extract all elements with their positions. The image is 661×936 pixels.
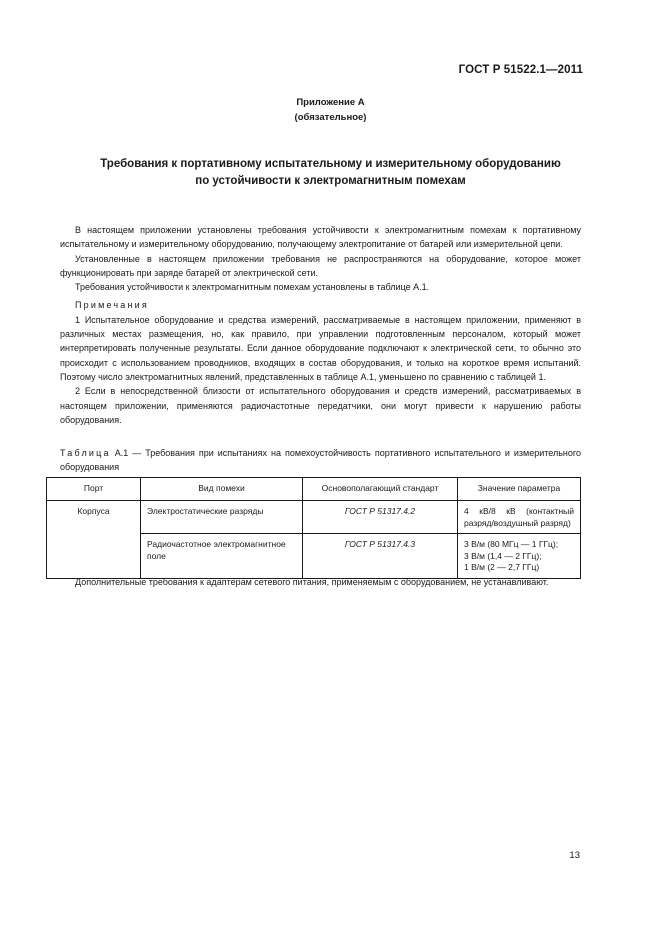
standard-cell: ГОСТ Р 51317.4.3 [303, 534, 458, 579]
footer-paragraph: Дополнительные требования к адаптерам сетевого питания, применяемым с оборудованием, не устанавливают. [75, 577, 549, 587]
paragraph: В настоящем приложении установлены требования устойчивости к электромагнитным помехам к портативному испытательному и измерительному оборудованию, получающему электропитание от батарей или измерительной цепи. [60, 225, 581, 250]
port-cell: Корпуса [47, 501, 141, 579]
annex-title: Приложение А [296, 97, 365, 108]
parameter-value-line: 1 В/м (2 — 2,7 ГГц) [464, 562, 540, 572]
requirements-table [46, 477, 581, 579]
annex-heading [0, 95, 661, 125]
parameter-value-line: 4 кВ/8 кВ (контактный разряд/воздушный разряд) [464, 506, 574, 528]
page-number: 13 [569, 850, 580, 861]
header-parameter-value: Значение параметра [458, 478, 581, 501]
table-caption-text: А.1 — Требования при испытаниях на помехоустойчивость портативного испытательного и измерительного оборудования [60, 448, 581, 472]
document-title-line-1: Требования к портативному испытательному и измерительному оборудованию [100, 158, 561, 170]
note-item: 1 Испытательное оборудование и средства измерений, рассматриваемые в настоящем приложении, применяют в различных местах размещения, но, как правило, при управлении подготовленным персоналом, который может интерпретировать полученные результаты. Если данное оборудование подключают к электрической сети, то обычно это происходит с использованием проводников, входящих в состав оборудования, и только на короткое время испытаний. Поэтому число электромагнитных явлений, представленных в таблице А.1, уменьшено по сравнению с таблицей 1. [60, 314, 581, 382]
header-disturbance-type: Вид помехи [141, 478, 303, 501]
table-row [47, 501, 581, 534]
table-caption [60, 447, 581, 474]
annex-status: (обязательное) [294, 112, 367, 123]
header-basic-standard: Основополагающий стандарт [303, 478, 458, 501]
table-header-row [47, 478, 581, 501]
disturbance-type-cell: Радиочастотное электромагнитное поле [141, 534, 303, 579]
note-item: 2 Если в непосредственной близости от испытательного оборудования и средств измерений, рассматриваемых в настоящем приложении, применяются радиочастотные передатчики, они могут привести к нарушению работы оборудования. [60, 386, 581, 425]
parameter-value-cell [458, 534, 581, 579]
footer-text [60, 575, 581, 589]
body-text [60, 223, 581, 427]
disturbance-type-cell: Электростатические разряды [141, 501, 303, 534]
document-title-line-2: по устойчивости к электромагнитным помехам [195, 175, 466, 187]
header-port: Порт [47, 478, 141, 501]
paragraph: Требования устойчивости к электромагнитным помехам установлены в таблице А.1. [75, 282, 430, 293]
parameter-value-line: 3 В/м (1,4 — 2 ГГц); [464, 550, 542, 561]
table-caption-label: Таблица [60, 448, 111, 458]
parameter-value-line: 3 В/м (80 МГц — 1 ГГц); [464, 539, 559, 549]
document-title [60, 156, 601, 190]
standard-cell: ГОСТ Р 51317.4.2 [303, 501, 458, 534]
paragraph: Установленные в настоящем приложении требования не распространяются на оборудование, которое может функционировать при заряде батарей от электрической сети. [60, 253, 581, 278]
parameter-value-cell [458, 501, 581, 534]
standard-code: ГОСТ Р 51522.1—2011 [458, 64, 583, 76]
notes-heading: Примечания [75, 300, 149, 311]
